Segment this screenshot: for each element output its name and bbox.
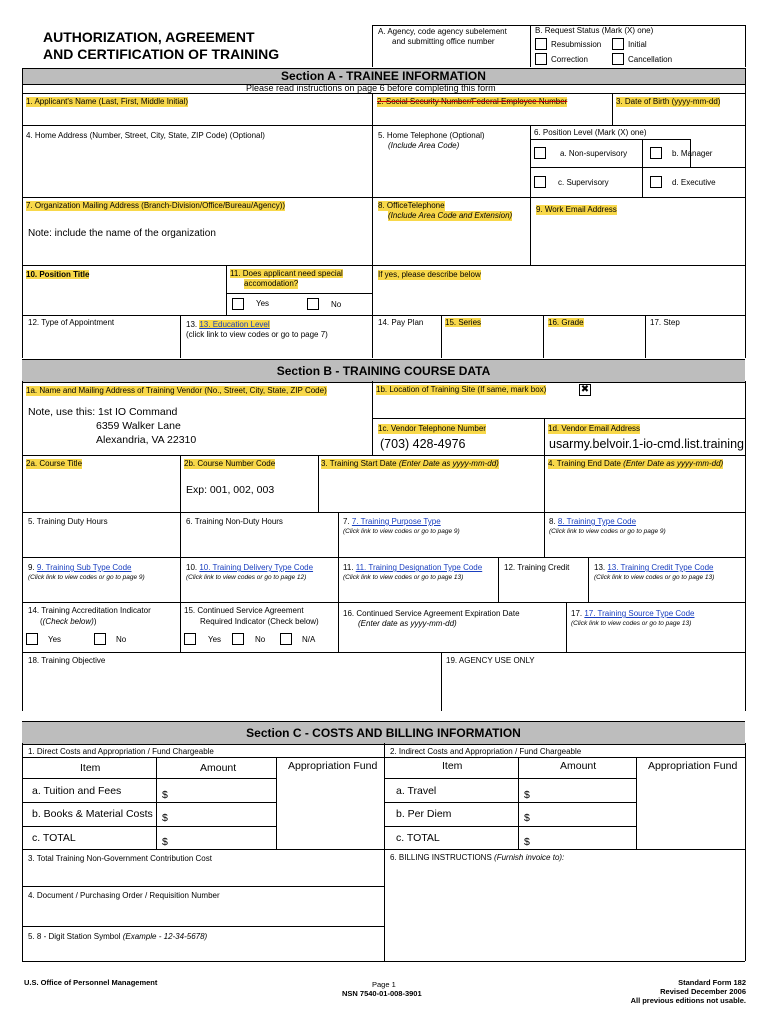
indirect-total-dollar: $: [524, 836, 530, 848]
resubmission-label: Resubmission: [551, 40, 602, 49]
accommodation-yes-label: Yes: [256, 299, 270, 308]
ssn-input[interactable]: [374, 108, 610, 123]
training-type-link[interactable]: 8. Training Type Code: [557, 517, 637, 526]
education-level-hint: (click link to view codes or go to page 7): [186, 330, 328, 339]
footer-form-number: Standard Form 182: [678, 978, 746, 987]
appointment-type-label: 12. Type of Appointment: [28, 318, 115, 327]
agency-code-input[interactable]: [374, 49, 528, 65]
non-supervisory-label: a. Non-supervisory: [560, 149, 628, 158]
credit-type-link[interactable]: 13. Training Credit Type Code: [607, 563, 714, 572]
indirect-costs-label: 2. Indirect Costs and Appropriation / Fund Chargeable: [390, 747, 582, 756]
footer-nsn: NSN 7540-01-008-3901: [342, 989, 422, 998]
indirect-total-label: c. TOTAL: [396, 832, 440, 844]
education-level-label: 13. 13. Education Level: [186, 320, 270, 329]
accreditation-yes-label: Yes: [48, 635, 62, 644]
accreditation-yes-checkbox[interactable]: [26, 633, 38, 645]
accreditation-no-checkbox[interactable]: [94, 633, 106, 645]
org-address-label: 7. Organization Mailing Address (Branch-Division/Office/Bureau/Agency)): [26, 201, 286, 210]
accommodation-no-checkbox[interactable]: [307, 298, 319, 310]
source-type-hint: (Click link to view codes or go to page 13): [571, 620, 692, 627]
objective-label: 18. Training Objective: [28, 656, 106, 665]
sub-type-link[interactable]: 9. Training Sub Type Code: [36, 563, 132, 572]
footer-agency: U.S. Office of Personnel Management: [24, 978, 158, 987]
sub-type-hint: (Click link to view codes or go to page 9): [28, 574, 145, 581]
source-type-label: 17. 17. Training Source Type Code: [571, 609, 695, 618]
applicant-name-input[interactable]: [24, 108, 370, 123]
course-number-label: 2b. Course Number Code: [184, 459, 276, 468]
tuition-label: a. Tuition and Fees: [32, 785, 122, 797]
delivery-type-label: 10. 10. Training Delivery Type Code: [186, 563, 314, 572]
section-c-header: [22, 721, 745, 745]
per-diem-label: b. Per Diem: [396, 808, 452, 820]
supervisory-label: c. Supervisory: [558, 178, 609, 187]
cancellation-label: Cancellation: [628, 55, 673, 64]
accreditation-hint: ((Check below)): [40, 617, 97, 626]
purpose-type-label: 7. 7. Training Purpose Type: [343, 517, 441, 526]
agency-label: A. Agency, code agency subelement: [378, 27, 507, 36]
indirect-fund-header: Appropriation Fund: [648, 760, 738, 772]
indirect-item-header: Item: [442, 760, 463, 772]
section-a-subtitle: Please read instructions on page 6 before completing this form: [246, 83, 496, 93]
direct-costs-label: 1. Direct Costs and Appropriation / Fund Chargeable: [28, 747, 214, 756]
accommodation-yes-checkbox[interactable]: [232, 298, 244, 310]
training-type-label: 8. 8. Training Type Code: [549, 517, 637, 526]
indirect-amount-header: Amount: [560, 760, 597, 772]
correction-label: Correction: [551, 55, 588, 64]
non-duty-hours-label: 6. Training Non-Duty Hours: [186, 517, 283, 526]
station-symbol-label: 5. 8 - Digit Station Symbol (Example - 12-34-5678): [28, 932, 208, 941]
vendor-phone-label: 1c. Vendor Telephone Number: [378, 424, 486, 433]
purpose-type-hint: (Click link to view codes or go to page 9): [343, 528, 460, 535]
books-label: b. Books & Material Costs: [32, 808, 153, 820]
form-title-line1: AUTHORIZATION, AGREEMENT: [43, 29, 255, 45]
csa-no-label: No: [255, 635, 266, 644]
course-number-value[interactable]: Exp: 001, 002, 003: [186, 484, 275, 496]
section-b-header: [22, 359, 745, 383]
delivery-type-link[interactable]: 10. Training Delivery Type Code: [199, 563, 314, 572]
position-level-label: 6. Position Level (Mark (X) one): [534, 128, 647, 137]
accreditation-no-label: No: [116, 635, 127, 644]
resubmission-checkbox[interactable]: [535, 38, 547, 50]
section-a-title: Section A - TRAINEE INFORMATION: [281, 69, 486, 83]
series-label: 15. Series: [445, 318, 482, 327]
credit-type-label: 13. 13. Training Credit Type Code: [594, 563, 714, 572]
csa-yes-label: Yes: [208, 635, 222, 644]
step-label: 17. Step: [650, 318, 680, 327]
vendor-note: Note, use this: 1st IO Command: [28, 406, 178, 418]
end-date-label: 4. Training End Date (Enter Date as yyyy-mm-dd): [548, 459, 724, 468]
per-diem-dollar: $: [524, 812, 530, 824]
vendor-phone-value[interactable]: (703) 428-4976: [380, 437, 466, 451]
csa-expiration-hint: (Enter date as yyyy-mm-dd): [358, 619, 457, 628]
designation-type-label: 11. 11. Training Designation Type Code: [343, 563, 483, 572]
books-dollar: $: [162, 812, 168, 824]
start-date-label: 3. Training Start Date (Enter Date as yyyy-mm-dd): [321, 459, 499, 468]
training-credit-label: 12. Training Credit: [504, 563, 570, 572]
executive-checkbox[interactable]: [650, 176, 662, 188]
initial-label: Initial: [628, 40, 647, 49]
vendor-email-label: 1d. Vendor Email Address: [548, 424, 641, 433]
training-site-label: 1b. Location of Training Site (If same, mark box): [376, 385, 547, 394]
direct-total-label: c. TOTAL: [32, 832, 76, 844]
csa-na-checkbox[interactable]: [280, 633, 292, 645]
training-type-hint: (Click link to view codes or go to page 9): [549, 528, 666, 535]
same-site-checkbox[interactable]: [579, 384, 591, 396]
document-number-label: 4. Document / Purchasing Order / Requisition Number: [28, 891, 220, 900]
pay-plan-label: 14. Pay Plan: [378, 318, 424, 327]
sub-type-label: 9. 9. Training Sub Type Code: [28, 563, 132, 572]
section-c-title: Section C - COSTS AND BILLING INFORMATION: [246, 726, 521, 740]
dob-input[interactable]: [614, 108, 743, 123]
manager-checkbox[interactable]: [650, 147, 662, 159]
accommodation-no-label: No: [331, 300, 342, 309]
cancellation-checkbox[interactable]: [612, 53, 624, 65]
footer-page: Page 1: [372, 980, 396, 989]
vendor-address-line2: Alexandria, VA 22310: [96, 434, 197, 446]
manager-label: b. Manager: [672, 149, 713, 158]
executive-label: d. Executive: [672, 178, 716, 187]
footer-revised: Revised December 2006: [660, 987, 746, 996]
credit-type-hint: (Click link to view codes or go to page 13): [594, 574, 715, 581]
travel-label: a. Travel: [396, 785, 437, 797]
applicant-name-label: 1. Applicant's Name (Last, First, Middle Initial): [26, 97, 189, 106]
accommodation-label: 11. Does applicant need special: [230, 269, 343, 278]
direct-total-dollar: $: [162, 836, 168, 848]
org-address-note: Note: include the name of the organization: [28, 228, 216, 239]
supervisory-checkbox[interactable]: [534, 176, 546, 188]
designation-type-link[interactable]: 11. Training Designation Type Code: [355, 563, 483, 572]
home-phone-hint: (Include Area Code): [388, 141, 460, 150]
position-title-label: 10. Position Title: [26, 270, 90, 279]
direct-fund-header: Appropriation Fund: [288, 760, 378, 772]
accreditation-label: 14. Training Accreditation Indicator: [28, 606, 151, 615]
tuition-dollar: $: [162, 789, 168, 801]
education-level-link[interactable]: 13. Education Level: [199, 320, 270, 329]
csa-na-label: N/A: [302, 635, 316, 644]
accommodation-describe-label: If yes, please describe below: [378, 270, 481, 279]
grade-label: 16. Grade: [548, 318, 584, 327]
footer-previous-editions: All previous editions not usable.: [630, 996, 746, 1005]
section-b-title: Section B - TRAINING COURSE DATA: [276, 364, 491, 378]
csa-expiration-label: 16. Continued Service Agreement Expiration Date: [343, 609, 520, 618]
duty-hours-label: 5. Training Duty Hours: [28, 517, 108, 526]
home-address-label: 4. Home Address (Number, Street, City, State, ZIP Code) (Optional): [26, 131, 265, 140]
form-title-line2: AND CERTIFICATION OF TRAINING: [43, 46, 280, 62]
initial-checkbox[interactable]: [612, 38, 624, 50]
vendor-email-value[interactable]: usarmy.belvoir.1-io-cmd.list.training: [549, 437, 744, 451]
billing-instructions-label: 6. BILLING INSTRUCTIONS (Furnish invoice to):: [390, 853, 565, 862]
agency-label-2: and submitting office number: [392, 37, 495, 46]
agency-use-label: 19. AGENCY USE ONLY: [446, 656, 535, 665]
course-title-label: 2a. Course Title: [26, 459, 83, 468]
same-site-mark: ✖: [580, 384, 590, 395]
work-email-label: 9. Work Email Address: [536, 205, 617, 214]
objective-input[interactable]: [24, 668, 440, 708]
source-type-link[interactable]: 17. Training Source Type Code: [584, 609, 695, 618]
delivery-type-hint: (Click link to view codes or go to page 12): [186, 574, 307, 581]
dob-label: 3. Date of Birth (yyyy-mm-dd): [616, 97, 721, 106]
vendor-address-label: 1a. Name and Mailing Address of Training Vendor (No., Street, City, State, ZIP Code): [26, 386, 327, 395]
accommodation-label-2: accomodation?: [244, 279, 299, 288]
office-phone-hint: (Include Area Code and Extension): [388, 211, 513, 220]
vendor-address-line1: 6359 Walker Lane: [96, 420, 181, 432]
direct-amount-header: Amount: [200, 762, 237, 774]
request-status-label: B. Request Status (Mark (X) one): [535, 26, 654, 35]
ssn-label: 2. Social Security Number/Federal Employee Number: [377, 97, 568, 106]
csa-yes-checkbox[interactable]: [184, 633, 196, 645]
direct-item-header: Item: [80, 762, 101, 774]
purpose-type-link[interactable]: 7. Training Purpose Type: [351, 517, 441, 526]
designation-type-hint: (Click link to view codes or go to page 13): [343, 574, 464, 581]
csa-no-checkbox[interactable]: [232, 633, 244, 645]
travel-dollar: $: [524, 789, 530, 801]
csa-indicator-label: 15. Continued Service Agreement: [184, 606, 304, 615]
office-phone-label: 8. OfficeTelephone: [378, 201, 445, 210]
csa-indicator-hint: Required Indicator (Check below): [200, 617, 319, 626]
home-phone-label: 5. Home Telephone (Optional): [378, 131, 485, 140]
non-supervisory-checkbox[interactable]: [534, 147, 546, 159]
correction-checkbox[interactable]: [535, 53, 547, 65]
non-gov-cost-label: 3. Total Training Non-Government Contribution Cost: [28, 854, 212, 863]
